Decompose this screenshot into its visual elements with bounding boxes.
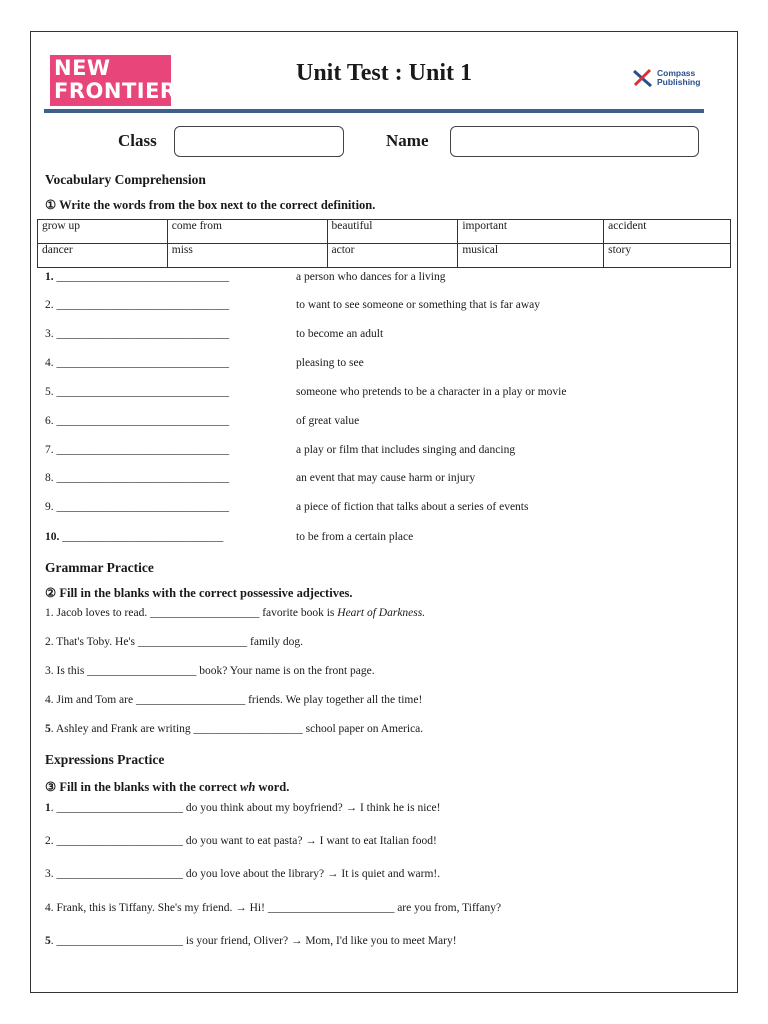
grammar-item[interactable]: 5. Ashley and Frank are writing ___________________ school paper on America. xyxy=(45,723,424,735)
grammar-instruction: ② Fill in the blanks with the correct possessive adjectives. xyxy=(45,586,353,600)
word-cell: musical xyxy=(458,244,604,268)
vocab-item[interactable]: 3. ______________________________ xyxy=(45,328,229,340)
class-field[interactable] xyxy=(174,126,344,157)
vocab-definition: someone who pretends to be a character in a play or movie xyxy=(296,386,567,398)
vocabulary-instruction: ① Write the words from the box next to the correct definition. xyxy=(45,198,376,212)
expressions-section-heading: Expressions Practice xyxy=(45,752,165,767)
word-box-row xyxy=(38,244,731,268)
word-cell: important xyxy=(458,220,604,244)
vocab-item[interactable]: 9. ______________________________ xyxy=(45,501,229,513)
expression-item[interactable]: 4. Frank, this is Tiffany. She's my friend. → Hi! ______________________ are you from, Tiffany? xyxy=(45,902,502,914)
word-cell: beautiful xyxy=(327,220,458,244)
compass-x-icon xyxy=(632,68,654,88)
vocab-item[interactable]: 10. ____________________________ xyxy=(45,531,224,543)
name-field[interactable] xyxy=(450,126,699,157)
expression-item[interactable]: 3. ______________________ do you love about the library? → It is quiet and warm!. xyxy=(45,868,441,880)
vocab-item[interactable]: 4. ______________________________ xyxy=(45,357,229,369)
expression-item[interactable]: 1. ______________________ do you think about my boyfriend? → I think he is nice! xyxy=(45,802,441,814)
word-cell: accident xyxy=(604,220,731,244)
compass-publishing-logo: Compass Publishing xyxy=(632,66,700,90)
word-cell: story xyxy=(604,244,731,268)
word-cell: miss xyxy=(167,244,327,268)
new-frontiers-logo: NEW FRONTIERS xyxy=(50,55,171,106)
grammar-item[interactable]: 2. That's Toby. He's ___________________ family dog. xyxy=(45,636,304,648)
vocab-item[interactable]: 7. ______________________________ xyxy=(45,444,229,456)
vocab-definition: an event that may cause harm or injury xyxy=(296,472,476,484)
grammar-item[interactable]: 1. Jacob loves to read. ___________________ favorite book is Heart of Darkness. xyxy=(45,607,426,619)
word-cell: dancer xyxy=(38,244,168,268)
vocab-item[interactable]: 6. ______________________________ xyxy=(45,415,229,427)
vocab-definition: a piece of fiction that talks about a series of events xyxy=(296,501,529,513)
vocab-item[interactable]: 1. ______________________________ xyxy=(45,271,229,283)
vocab-item[interactable]: 8. ______________________________ xyxy=(45,472,229,484)
word-box-row xyxy=(38,220,731,244)
expression-item[interactable]: 5. ______________________ is your friend, Oliver? → Mom, I'd like you to meet Mary! xyxy=(45,935,457,947)
vocab-definition: to become an adult xyxy=(296,328,384,340)
vocab-definition: of great value xyxy=(296,415,360,427)
vocab-item[interactable]: 2. ______________________________ xyxy=(45,299,229,311)
word-cell: grow up xyxy=(38,220,168,244)
grammar-item[interactable]: 3. Is this ___________________ book? Your name is on the front page. xyxy=(45,665,375,677)
expression-item[interactable]: 2. ______________________ do you want to eat pasta? → I want to eat Italian food! xyxy=(45,835,437,847)
vocab-definition: a play or film that includes singing and dancing xyxy=(296,444,516,456)
vocab-item[interactable]: 5. ______________________________ xyxy=(45,386,229,398)
page-title: Unit Test : Unit 1 xyxy=(295,60,473,86)
word-cell: actor xyxy=(327,244,458,268)
vocabulary-section-heading: Vocabulary Comprehension xyxy=(45,172,206,187)
vocab-definition: a person who dances for a living xyxy=(296,271,446,283)
class-label: Class xyxy=(118,131,157,150)
vocab-definition: to be from a certain place xyxy=(296,531,414,543)
header-divider xyxy=(44,109,704,113)
expressions-instruction: ③ Fill in the blanks with the correct wh word. xyxy=(45,780,290,794)
word-cell: come from xyxy=(167,220,327,244)
grammar-item[interactable]: 4. Jim and Tom are ___________________ friends. We play together all the time! xyxy=(45,694,423,706)
grammar-section-heading: Grammar Practice xyxy=(45,560,154,575)
vocab-definition: to want to see someone or something that is far away xyxy=(296,299,540,311)
name-label: Name xyxy=(386,131,429,150)
word-box xyxy=(37,219,731,268)
vocab-definition: pleasing to see xyxy=(296,357,364,369)
